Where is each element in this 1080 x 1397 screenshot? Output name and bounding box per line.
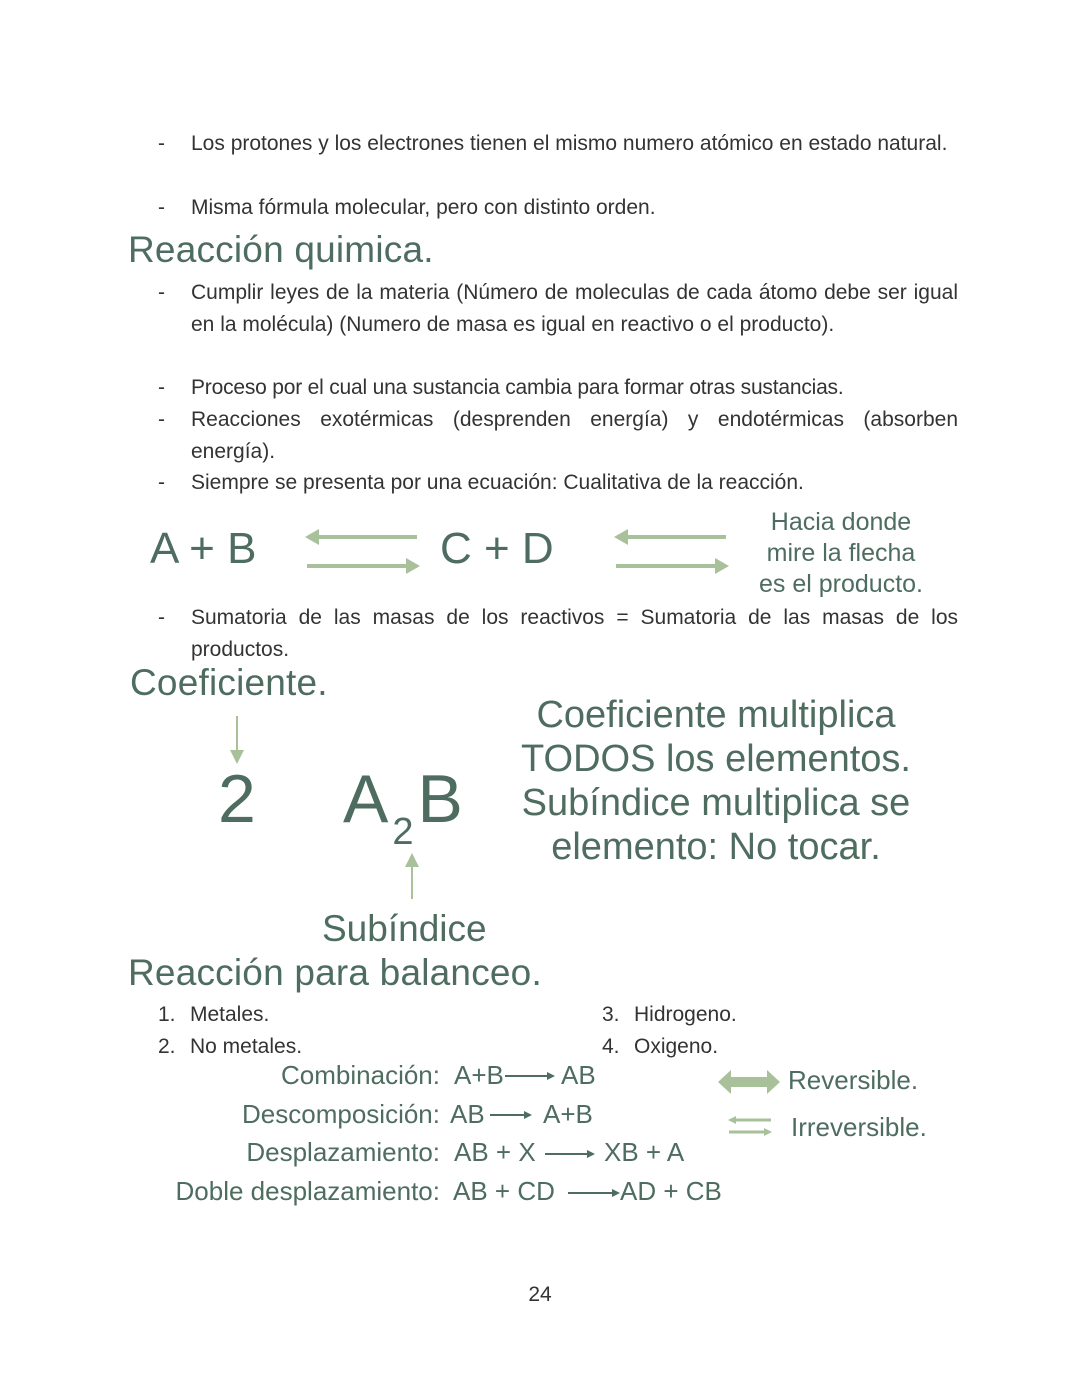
list-text: Metales. <box>190 1003 270 1026</box>
list-number: 4. <box>602 1035 620 1058</box>
list-number: 1. <box>158 1003 176 1026</box>
list-text: Hidrogeno. <box>634 1003 737 1026</box>
list-text: No metales. <box>190 1035 303 1058</box>
list-item <box>158 1031 302 1063</box>
arrow-note <box>736 507 946 600</box>
note-line: Hacia donde <box>770 508 912 536</box>
bullet-text: Sumatoria de las masas de los reactivos = Sumatoria de las masas de los productos. <box>191 606 958 661</box>
equation-reactants: A + B <box>150 524 257 573</box>
bullet-text: Los protones y los electrones tienen el mismo numero atómico en estado natural. <box>191 132 948 155</box>
reaction-rhs: A+B <box>543 1099 593 1129</box>
coefficient-explanation <box>495 693 937 869</box>
reaction-lhs: AB + CD <box>453 1176 555 1206</box>
arrow-right-icon <box>505 1070 555 1082</box>
explanation-line: TODOS los elementos. <box>520 738 911 780</box>
equilibrium-arrow-icon <box>728 1115 772 1137</box>
bullet-item <box>158 128 958 192</box>
bullet-dash: - <box>158 376 165 399</box>
reaction-label: Desplazamiento: <box>246 1137 440 1167</box>
arrow-down-icon <box>227 716 247 766</box>
reaction-label: Descomposición: <box>242 1099 440 1129</box>
reaction-rhs: AD + CB <box>620 1176 722 1206</box>
arrow-up-icon <box>402 853 422 901</box>
formula <box>343 760 463 853</box>
arrow-right-icon <box>545 1148 595 1160</box>
page-number: 24 <box>528 1283 552 1306</box>
reaction-lhs: A+B <box>454 1060 504 1090</box>
arrow-right-icon <box>568 1187 620 1199</box>
explanation-line: Subíndice multiplica se <box>521 782 911 824</box>
bullet-text: Misma fórmula molecular, pero con distinto orden. <box>191 196 656 219</box>
list-item <box>602 1031 718 1063</box>
explanation-line: Coeficiente multiplica <box>536 694 896 736</box>
bullet-dash: - <box>158 281 165 304</box>
bullet-dash: - <box>158 606 165 629</box>
reaction-rhs: AB <box>561 1060 596 1090</box>
bullet-dash: - <box>158 408 165 431</box>
formula-element-a: A <box>343 761 389 837</box>
legend-label-reversible: Reversible. <box>788 1065 919 1095</box>
bullet-text: Cumplir leyes de la materia (Número de moleculas de cada átomo debe ser igual en la molécula) (Numero de masa es igual en reactivo o el producto). <box>191 281 958 336</box>
list-item <box>158 999 269 1031</box>
reaction-rhs: XB + A <box>604 1137 685 1167</box>
section-heading-balanceo: Reacción para balanceo. <box>128 952 542 993</box>
equilibrium-arrow-icon <box>305 525 420 575</box>
bullet-dash: - <box>158 132 165 155</box>
bullet-dash: - <box>158 471 165 494</box>
reaction-label: Doble desplazamiento: <box>175 1176 440 1206</box>
list-item <box>602 999 737 1031</box>
equation-products: C + D <box>440 524 554 573</box>
subindice-label: Subíndice <box>322 908 487 949</box>
reaction-lhs: AB <box>450 1099 485 1129</box>
section-heading-coeficiente: Coeficiente. <box>130 662 328 703</box>
list-text: Oxigeno. <box>634 1035 719 1058</box>
double-arrow-icon <box>718 1069 780 1095</box>
equilibrium-arrow-icon <box>614 525 729 575</box>
section-heading-reaccion: Reacción quimica. <box>128 229 434 270</box>
formula-subscript: 2 <box>392 811 414 853</box>
reaction-label: Combinación: <box>281 1060 440 1090</box>
bullet-dash: - <box>158 196 165 219</box>
bullet-text: Reacciones exotérmicas (desprenden energía) y endotérmicas (absorben energía). <box>191 408 958 463</box>
note-line: es el producto. <box>759 570 923 598</box>
bullet-text: Siempre se presenta por una ecuación: Cualitativa de la reacción. <box>191 471 804 494</box>
note-line: mire la flecha <box>766 539 916 567</box>
explanation-line: elemento: No tocar. <box>551 826 881 868</box>
list-number: 2. <box>158 1035 176 1058</box>
list-number: 3. <box>602 1003 620 1026</box>
arrow-right-icon <box>490 1109 532 1121</box>
coefficient: 2 <box>218 761 256 837</box>
bullet-text: Proceso por el cual una sustancia cambia para formar otras sustancias. <box>191 376 844 399</box>
legend-label-irreversible: Irreversible. <box>791 1112 927 1142</box>
formula-element-b: B <box>417 761 463 837</box>
reaction-lhs: AB + X <box>454 1137 536 1167</box>
